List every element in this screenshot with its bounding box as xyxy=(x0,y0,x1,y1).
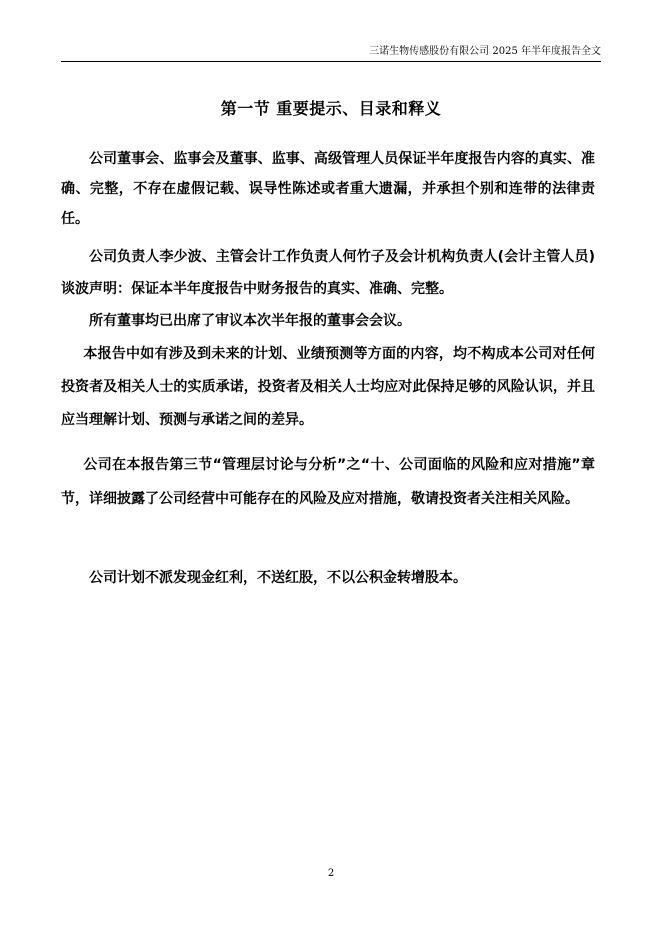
section-title: 第一节 重要提示、目录和释义 xyxy=(220,99,442,118)
page-number: 2 xyxy=(327,868,335,879)
page-header: 三诺生物传感股份有限公司 2025 年半年度报告全文 xyxy=(369,46,601,57)
header-divider xyxy=(61,61,601,62)
paragraph-directors-attendance: 所有董事均已出席了审议本次半年报的董事会会议。 xyxy=(89,313,411,329)
paragraph-responsible-persons-statement: 公司负责人李少波、主管会计工作负责人何竹子及会计机构负责人(会计主管人员)谈波声明：保证本半年度报告中财务报告的真实、准确、完整。 xyxy=(61,249,595,297)
paragraph-risk-disclosure: 公司在本报告第三节“管理层讨论与分析”之“十、公司面临的风险和应对措施”章节，详细披露了公司经营中可能存在的风险及应对措施，敬请投资者关注相关风险。 xyxy=(61,457,595,507)
paragraph-board-guarantee: 公司董事会、监事会及董事、监事、高级管理人员保证半年度报告内容的真实、准确、完整，不存在虚假记载、误导性陈述或者重大遗漏，并承担个别和连带的法律责任。 xyxy=(61,151,595,227)
paragraph-forward-looking-disclaimer: 本报告中如有涉及到未来的计划、业绩预测等方面的内容，均不构成本公司对任何投资者及相关人士的实质承诺，投资者及相关人士均应对此保持足够的风险认识，并且应当理解计划、预测与承诺之间的差异。 xyxy=(61,346,595,428)
paragraph-dividend-plan: 公司计划不派发现金红利，不送红股，不以公积金转增股本。 xyxy=(89,570,467,586)
